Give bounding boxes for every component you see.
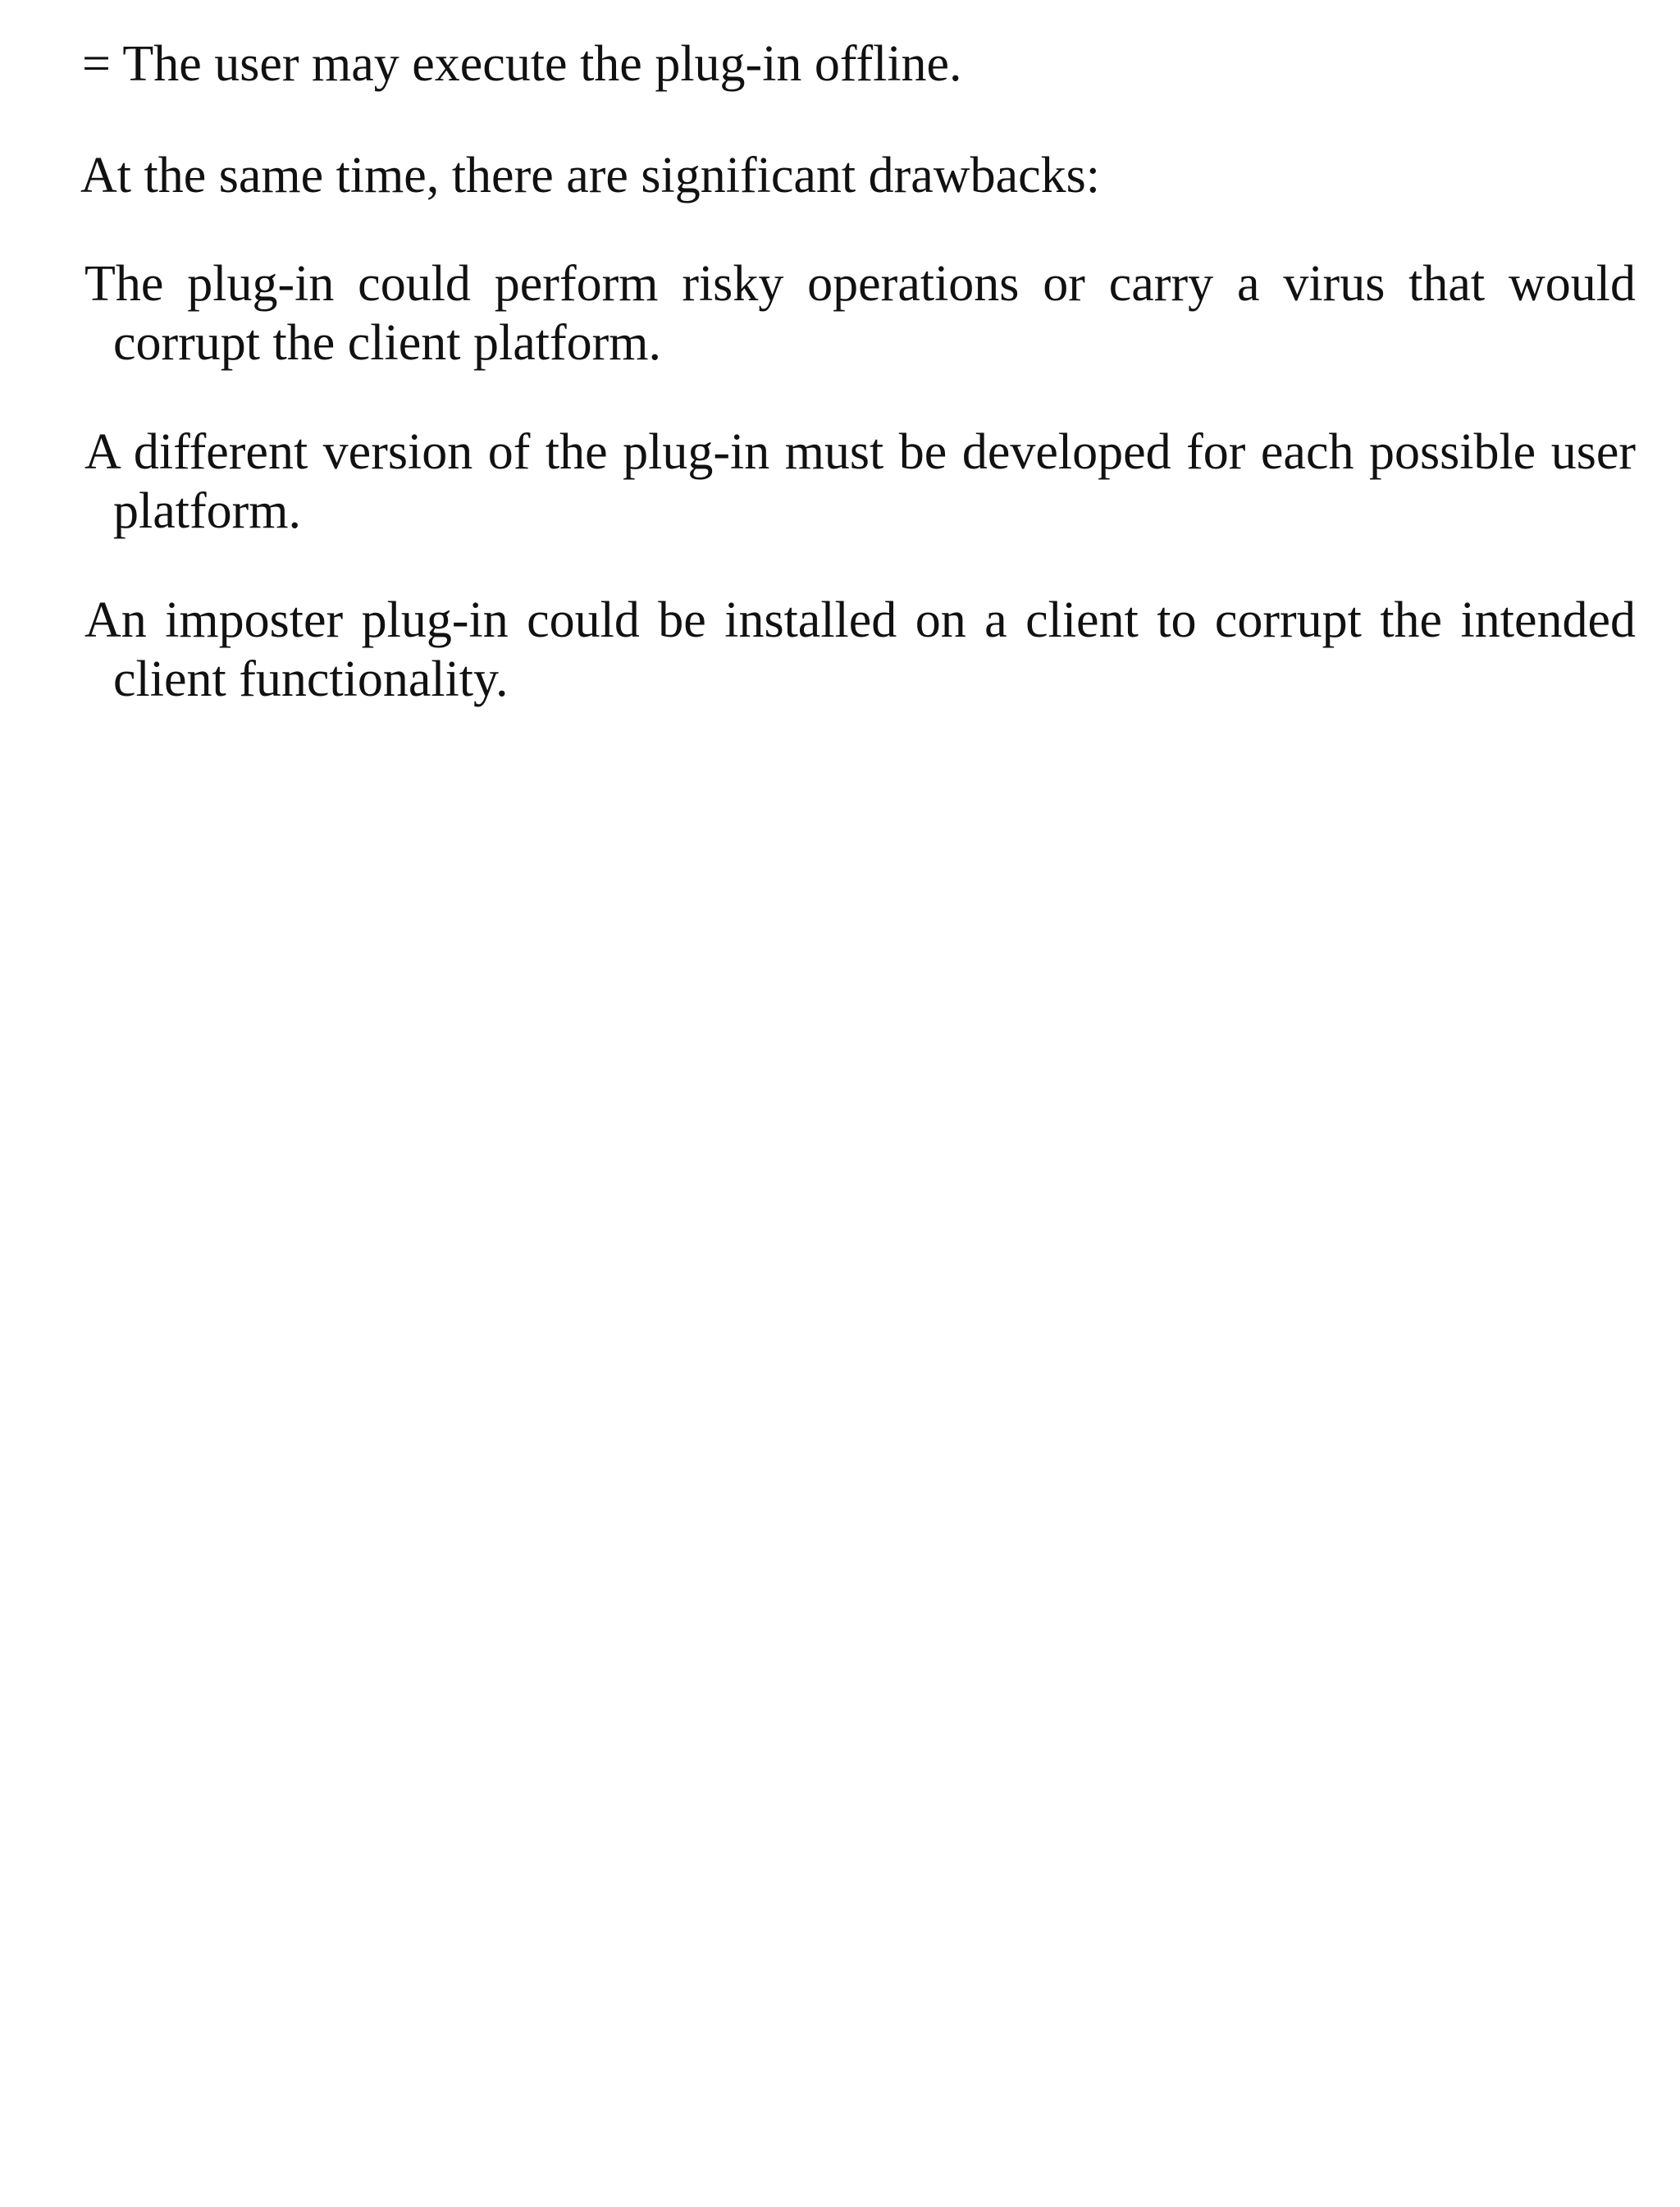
drawback-paragraph-imposter-plugin: An imposter plug-in could be installed on a client to corrupt the intended client functionality. xyxy=(84,592,1636,707)
bullet-line-offline: = The user may execute the plug-in offline. xyxy=(82,36,962,92)
intro-drawbacks-line: At the same time, there are significant drawbacks: xyxy=(80,148,1100,203)
drawback-paragraph-platform-versions: A different version of the plug-in must be developed for each possible user platform. xyxy=(84,424,1636,539)
drawback-paragraph-risky-operations: The plug-in could perform risky operations or carry a virus that would corrupt the client platform. xyxy=(84,256,1636,371)
